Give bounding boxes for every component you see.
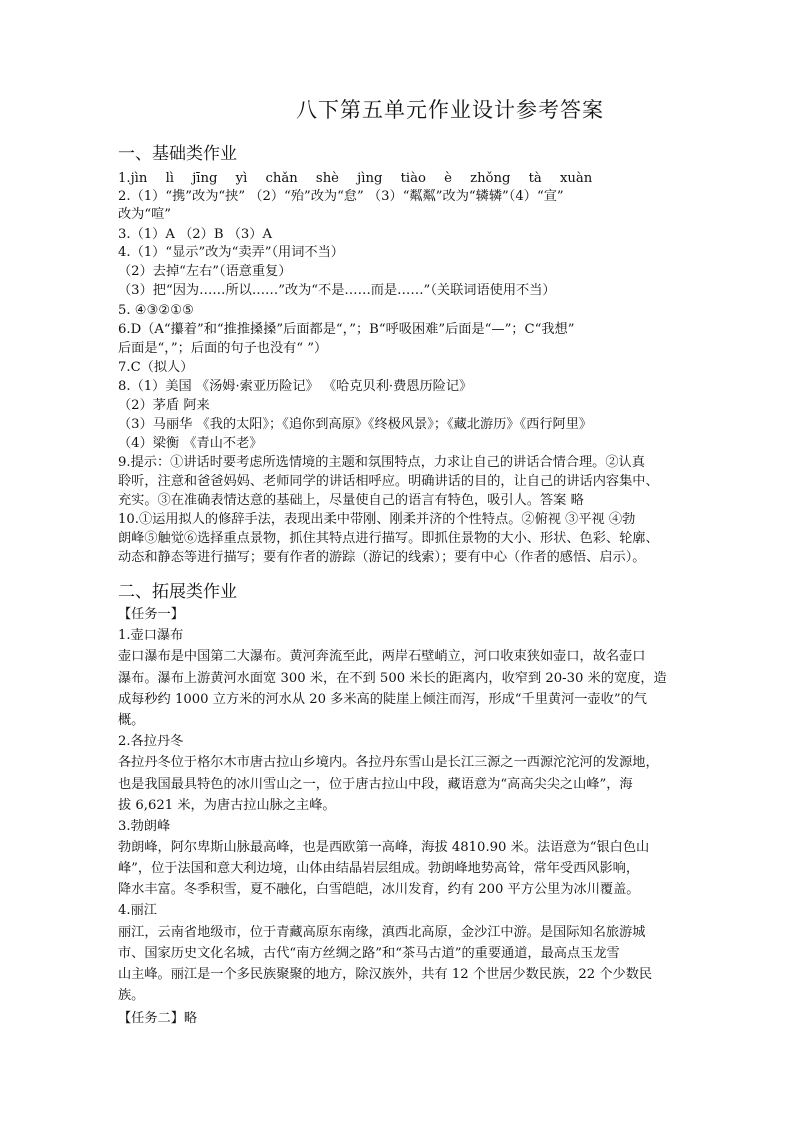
item-heading: 2.各拉丹冬 [118,734,184,749]
answer-line: 充实。③在准确表情达意的基础上，尽量使自己的语言有特色，吸引人。答案 略 [118,493,584,508]
section-heading-extended: 二、拓展类作业 [118,582,237,602]
answer-line: 9.提示：①讲话时要考虑所选情境的主题和氛围特点，力求让自己的讲话合情合理。②认真 [118,455,645,470]
answer-line: 改为“喧” [118,207,172,222]
paragraph-line: 壶口瀑布是中国第二大瀑布。黄河奔流至此，两岸石壁峭立，河口收束狭如壶口，故名壶口 [118,649,646,664]
answer-line: 动态和静态等进行描写；要有作者的游踪（游记的线索）；要有中心（作者的感悟、启示）。 [118,550,646,565]
paragraph-line: 拔 6,621 米，为唐古拉山脉之主峰。 [118,798,336,813]
answer-line: 5. ④③②①⑤ [118,303,194,318]
answer-line: 7.C（拟人） [118,360,194,375]
answer-line: 朗峰⑤触觉⑥选择重点景物，抓住其特点进行描写。即抓住景物的大小、形状、色彩、轮廓、 [118,531,659,546]
paragraph-line: 降水丰富。冬季积雪，夏不融化，白雪皑皑，冰川发育，约有 200 平方公里为冰川覆盖。 [118,882,640,897]
answer-line: 聆听，注意和爸爸妈妈、老师同学的讲话相呼应。明确讲话的目的，让自己的讲话内容集中、 [118,474,659,489]
task-heading: 【任务一】 [118,607,184,622]
paragraph-line: 瀑布。瀑布上游黄河水面宽 300 米，在不到 500 米长的距离内，收窄到 20-30 米的宽度，造 [118,671,667,686]
answer-line: （2）茅盾 阿来 [118,398,210,413]
section-heading-basic: 一、基础类作业 [118,144,237,164]
paragraph-line: 族。 [118,988,145,1003]
answer-line: 10.①运用拟人的修辞手法，表现出柔中带刚、刚柔并济的个性特点。②俯视 ③平视 ④勃 [118,512,636,527]
paragraph-line: 山主峰。丽江是一个多民族聚聚的地方，除汉族外，共有 12 个世居少数民族，22 个少数民 [118,967,653,982]
paragraph-line: 概。 [118,713,145,728]
paragraph-line: 各拉丹冬位于格尔木市唐古拉山乡境内。各拉丹东雪山是长江三源之一西源沱沱河的发源地， [118,755,659,770]
answer-line: （2）去掉“左右”（语意重复） [118,264,292,279]
answer-line: （4）梁衡 《青山不老》 [118,436,263,451]
paragraph-line: 峰”，位于法国和意大利边境，山体由结晶岩层组成。勃朗峰地势高耸，常年受西风影响， [118,861,640,876]
answer-line: 2.（1）“携”改为“挟” （2）“殆”改为“怠” （3）“粼粼”改为“辚辚”（4）“宣” [118,189,564,204]
paragraph-line: 丽江，云南省地级市，位于青藏高原东南缘，滇西北高原，金沙江中游。是国际知名旅游城 [118,925,646,940]
item-heading: 1.壶口瀑布 [118,628,184,643]
task-heading: 【任务二】略 [118,1011,198,1026]
item-heading: 3.勃朗峰 [118,819,171,834]
answer-line: 8.（1）美国 《汤姆·索亚历险记》 《哈克贝利·费恩历险记》 [118,379,473,394]
answer-line: （3）马丽华 《我的太阳》；《追你到高原》《终极风景》；《藏北游历》《西行阿里》 [118,417,593,432]
answer-line: 4.（1）“显示”改为“卖弄”（用词不当） [118,245,344,260]
answer-line: 6.D（A“攥着”和“推推搡搡”后面都是“，”；B“呼吸困难”后面是“—”；C“我想” [118,322,575,337]
item-heading: 4.丽江 [118,903,157,918]
page-title: 八下第五单元作业设计参考答案 [296,98,604,122]
answer-line: 1.jìn lì jīng yì chǎn shè jìng tiào è zhǒng tà xuàn [118,171,593,186]
answer-line: 后面是“，”；后面的句子也没有“ ”） [118,341,328,356]
answer-line: 3.（1）A （2）B （3）A [118,227,272,242]
paragraph-line: 也是我国最具特色的冰川雪山之一，位于唐古拉山中段，藏语意为“高高尖尖之山峰”，海 [118,777,633,792]
paragraph-line: 勃朗峰，阿尔卑斯山脉最高峰，也是西欧第一高峰，海拔 4810.90 米。法语意为“银白色山 [118,840,650,855]
paragraph-line: 成每秒约 1000 立方米的河水从 20 多米高的陡崖上倾注而泻，形成“千里黄河一壶收”的气 [118,692,647,707]
answer-line: （3）把“因为……所以……”改为“不是……而是……”（关联词语使用不当） [118,283,556,298]
paragraph-line: 市、国家历史文化名城，古代“南方丝绸之路”和“茶马古道”的重要通道，最高点玉龙雪 [118,946,620,961]
